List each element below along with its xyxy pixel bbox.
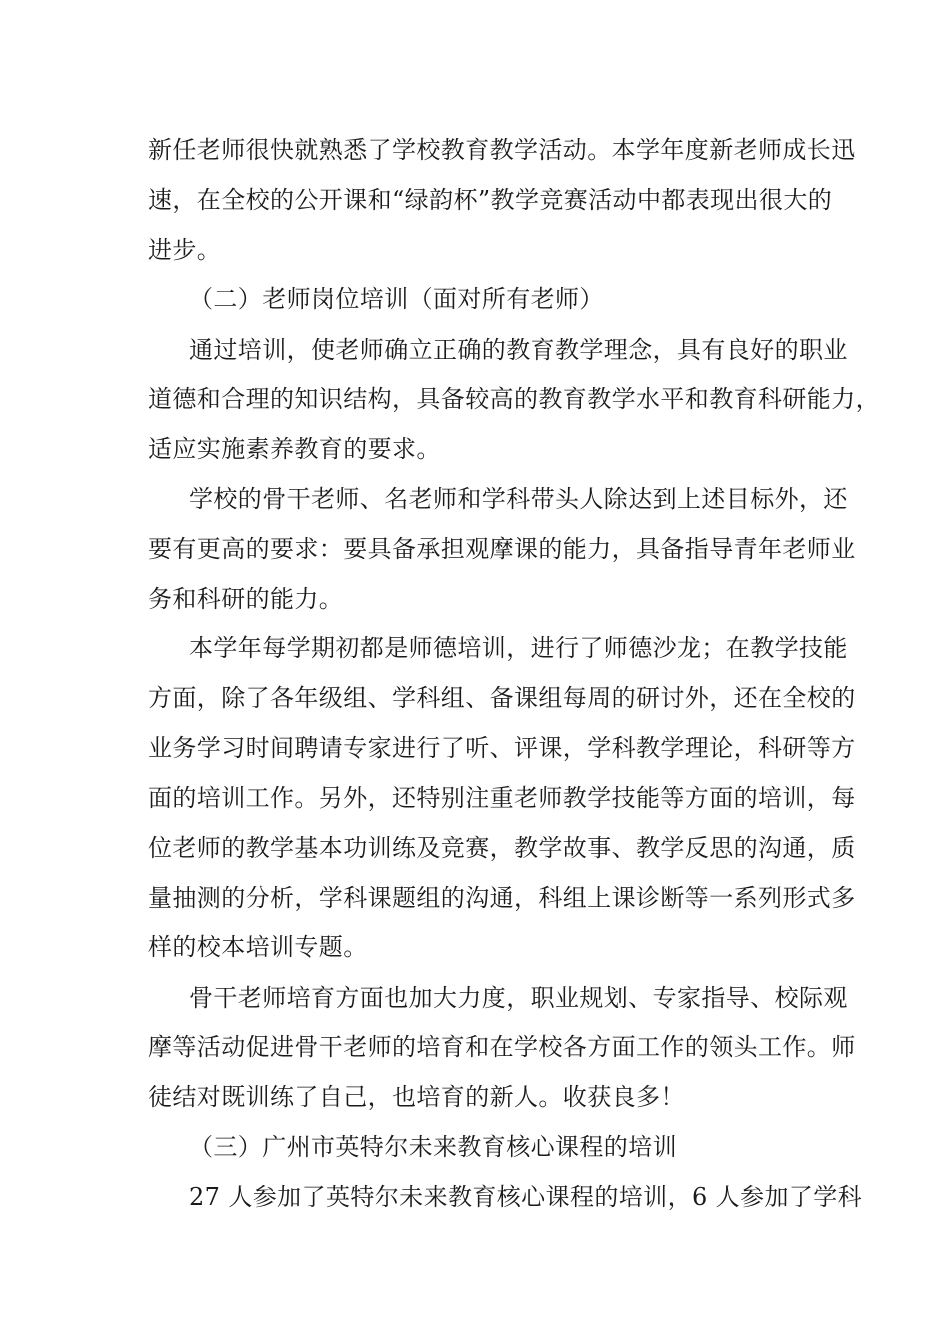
text-line: 速，在全校的公开课和“绿韵杯”教学竞赛活动中都表现出很大的 [148,186,833,214]
text-line: 面的培训工作。另外，还特别注重老师教学技能等方面的培训，每 [148,784,856,812]
section-heading: （三）广州市英特尔未来教育核心课程的培训 [189,1133,677,1161]
section-heading: （二）老师岗位培训（面对所有老师） [189,285,604,313]
text-line: 27 人参加了英特尔未来教育核心课程的培训，6 人参加了学科 [189,1183,863,1211]
text-line: 务和科研的能力。 [148,585,344,613]
text-line: 学校的骨干老师、名老师和学科带头人除达到上述目标外，还 [189,485,848,513]
text-line: 进步。 [148,236,222,264]
text-line: 本学年每学期初都是师德培训，进行了师德沙龙；在教学技能 [189,634,848,662]
text-line: 徒结对既训练了自己，也培育的新人。收获良多！ [148,1083,685,1111]
text-line: 位老师的教学基本功训练及竞赛，教学故事、教学反思的沟通，质 [148,834,856,862]
text-line: 业务学习时间聘请专家进行了听、评课，学科教学理论，科研等方 [148,734,856,762]
text-line: 新任老师很快就熟悉了学校教育教学活动。本学年度新老师成长迅 [148,136,856,164]
text-line: 样的校本培训专题。 [148,933,368,961]
text-line: 道德和合理的知识结构，具备较高的教育教学水平和教育科研能力， [148,385,880,413]
text-line: 方面，除了各年级组、学科组、备课组每周的研讨外，还在全校的 [148,684,856,712]
text-line: 骨干老师培育方面也加大力度，职业规划、专家指导、校际观 [189,984,848,1012]
text-line: 通过培训，使老师确立正确的教育教学理念，具有良好的职业 [189,336,848,364]
text-line: 量抽测的分析，学科课题组的沟通，科组上课诊断等一系列形式多 [148,884,856,912]
text-line: 摩等活动促进骨干老师的培育和在学校各方面工作的领头工作。师 [148,1033,856,1061]
text-line: 要有更高的要求：要具备承担观摩课的能力，具备指导青年老师业 [148,535,856,563]
text-line: 适应实施素养教育的要求。 [148,435,441,463]
